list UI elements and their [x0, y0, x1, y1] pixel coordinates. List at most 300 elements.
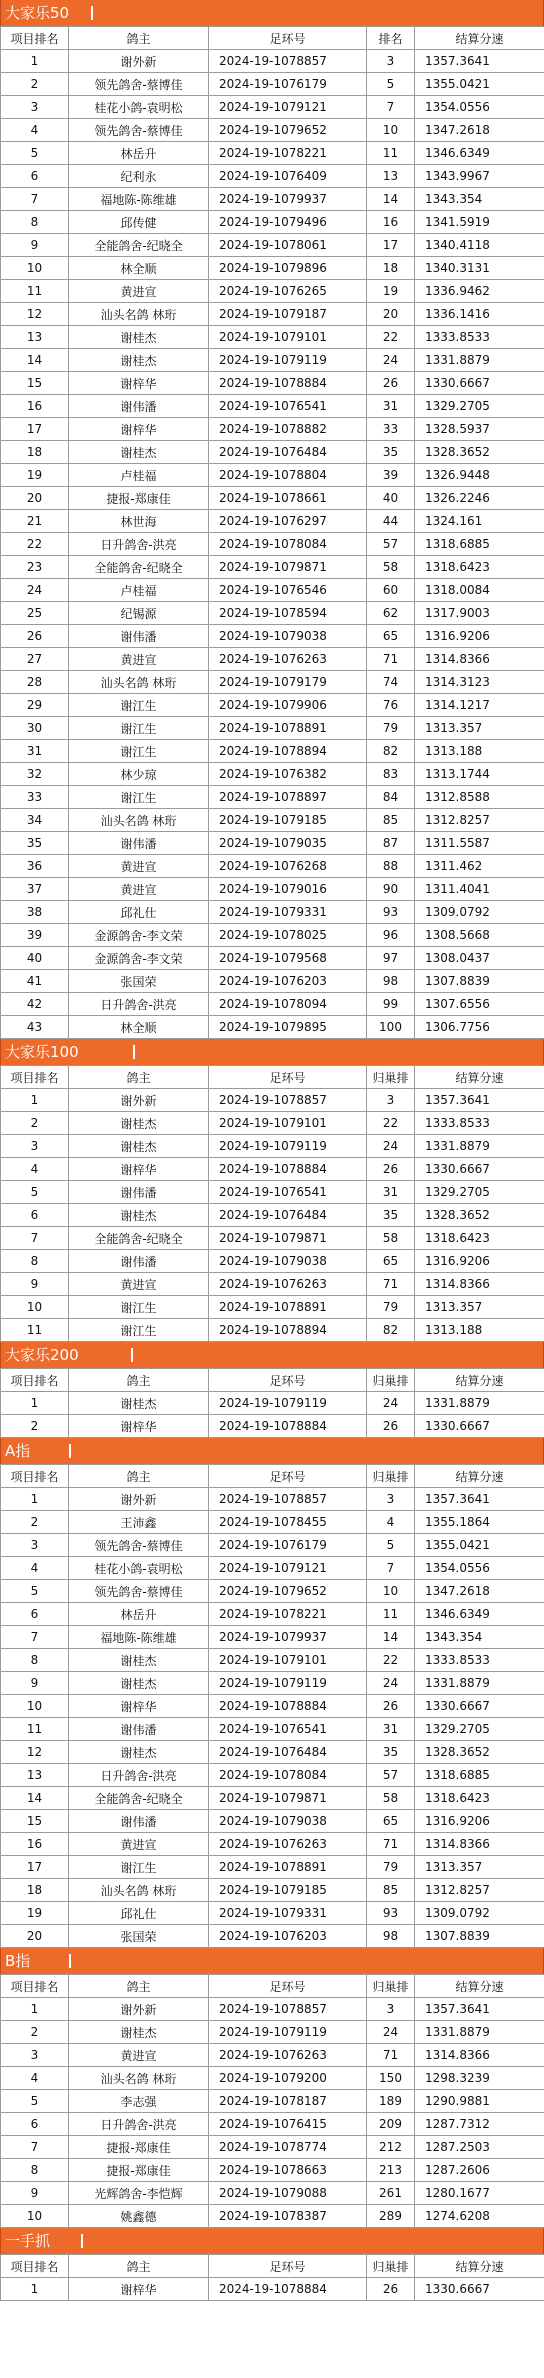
cell-speed: 1314.8366: [415, 2044, 544, 2067]
cell-speed: 1309.0792: [415, 901, 544, 924]
cell-rank: 9: [1, 2182, 69, 2205]
results-table: [0, 2254, 544, 2301]
cell-rank: 5: [1, 1580, 69, 1603]
cell-return-order: 82: [367, 1319, 415, 1342]
cell-rank: 3: [1, 96, 69, 119]
cell-return-order: 57: [367, 1764, 415, 1787]
cell-ring-number: 2024-19-1078884: [209, 372, 367, 395]
cell-rank: 8: [1, 1250, 69, 1273]
cell-ring-number: 2024-19-1079119: [209, 1672, 367, 1695]
header-ring: 足环号: [209, 1369, 367, 1392]
cell-ring-number: 2024-19-1078061: [209, 234, 367, 257]
cell-return-order: 71: [367, 2044, 415, 2067]
table-row: [1, 418, 544, 441]
cell-return-order: 65: [367, 1250, 415, 1273]
header-rank: 项目排名: [1, 1066, 69, 1089]
header-rank: 项目排名: [1, 1369, 69, 1392]
cell-speed: 1330.6667: [415, 1695, 544, 1718]
cell-return-order: 209: [367, 2113, 415, 2136]
cell-ring-number: 2024-19-1078891: [209, 1856, 367, 1879]
cell-rank: 10: [1, 257, 69, 280]
cell-fancier: 邱礼仕: [69, 1902, 209, 1925]
cell-return-order: 79: [367, 1296, 415, 1319]
table-row: [1, 740, 544, 763]
table-row: [1, 625, 544, 648]
table-row: [1, 1718, 544, 1741]
cell-speed: 1316.9206: [415, 625, 544, 648]
cell-fancier: 黄进宣: [69, 855, 209, 878]
cell-rank: 2: [1, 73, 69, 96]
cell-ring-number: 2024-19-1076409: [209, 165, 367, 188]
cell-rank: 3: [1, 2044, 69, 2067]
cell-return-order: 31: [367, 395, 415, 418]
cell-speed: 1328.3652: [415, 1204, 544, 1227]
cell-rank: 4: [1, 2067, 69, 2090]
cell-return-order: 3: [367, 50, 415, 73]
cell-return-order: 20: [367, 303, 415, 326]
cell-speed: 1314.1217: [415, 694, 544, 717]
results-table: [0, 26, 544, 1039]
cell-fancier: 谢江生: [69, 694, 209, 717]
cell-speed: 1329.2705: [415, 395, 544, 418]
cell-rank: 29: [1, 694, 69, 717]
cell-fancier: 全能鸽舍-纪晓全: [69, 234, 209, 257]
cell-rank: 12: [1, 303, 69, 326]
cell-speed: 1330.6667: [415, 1415, 544, 1438]
cell-speed: 1326.9448: [415, 464, 544, 487]
cell-speed: 1330.6667: [415, 372, 544, 395]
cell-ring-number: 2024-19-1076203: [209, 1925, 367, 1948]
header-speed: 结算分速: [415, 1066, 544, 1089]
cell-speed: 1357.3641: [415, 1488, 544, 1511]
header-speed: 结算分速: [415, 1975, 544, 1998]
cell-return-order: 14: [367, 188, 415, 211]
cell-speed: 1333.8533: [415, 1649, 544, 1672]
cell-fancier: 谢桂杰: [69, 1672, 209, 1695]
cell-speed: 1287.7312: [415, 2113, 544, 2136]
table-row: [1, 717, 544, 740]
cell-speed: 1328.3652: [415, 441, 544, 464]
cell-fancier: 黄进宣: [69, 280, 209, 303]
table-row: [1, 349, 544, 372]
cell-fancier: 张国荣: [69, 1925, 209, 1948]
cell-ring-number: 2024-19-1079652: [209, 1580, 367, 1603]
cell-rank: 43: [1, 1016, 69, 1039]
cell-speed: 1311.5587: [415, 832, 544, 855]
cell-speed: 1357.3641: [415, 1089, 544, 1112]
cell-speed: 1330.6667: [415, 2278, 544, 2301]
cell-speed: 1333.8533: [415, 1112, 544, 1135]
cell-ring-number: 2024-19-1076263: [209, 648, 367, 671]
cell-fancier: 福地陈-陈维雄: [69, 188, 209, 211]
cell-rank: 1: [1, 1089, 69, 1112]
result-section: [0, 1342, 544, 1438]
section-title-text: B指: [5, 1952, 31, 1970]
cell-speed: 1313.1744: [415, 763, 544, 786]
cell-ring-number: 2024-19-1079652: [209, 119, 367, 142]
title-divider: [133, 1045, 135, 1059]
cell-ring-number: 2024-19-1079187: [209, 303, 367, 326]
cell-ring-number: 2024-19-1078857: [209, 1089, 367, 1112]
cell-speed: 1357.3641: [415, 1998, 544, 2021]
cell-fancier: 谢梓华: [69, 418, 209, 441]
cell-fancier: 谢江生: [69, 1319, 209, 1342]
header-name: 鸽主: [69, 1066, 209, 1089]
table-body: [1, 1392, 544, 1438]
cell-rank: 3: [1, 1135, 69, 1158]
cell-ring-number: 2024-19-1078884: [209, 1415, 367, 1438]
cell-ring-number: 2024-19-1076484: [209, 1741, 367, 1764]
header-order: 归巢排: [367, 2255, 415, 2278]
cell-ring-number: 2024-19-1076179: [209, 73, 367, 96]
cell-speed: 1329.2705: [415, 1181, 544, 1204]
table-row: [1, 441, 544, 464]
table-row: [1, 1557, 544, 1580]
cell-fancier: 邱传健: [69, 211, 209, 234]
table-row: [1, 763, 544, 786]
cell-rank: 2: [1, 1415, 69, 1438]
cell-speed: 1313.357: [415, 717, 544, 740]
header-rank: 项目排名: [1, 1975, 69, 1998]
cell-speed: 1324.161: [415, 510, 544, 533]
cell-rank: 19: [1, 464, 69, 487]
cell-ring-number: 2024-19-1079016: [209, 878, 367, 901]
cell-fancier: 谢桂杰: [69, 1112, 209, 1135]
table-row: [1, 602, 544, 625]
cell-fancier: 日升鸽舍-洪亮: [69, 533, 209, 556]
table-body: [1, 1089, 544, 1342]
cell-ring-number: 2024-19-1078891: [209, 717, 367, 740]
cell-ring-number: 2024-19-1079119: [209, 1135, 367, 1158]
cell-ring-number: 2024-19-1078857: [209, 1998, 367, 2021]
cell-ring-number: 2024-19-1076268: [209, 855, 367, 878]
cell-speed: 1331.8879: [415, 2021, 544, 2044]
table-row: [1, 73, 544, 96]
cell-fancier: 黄进宣: [69, 1833, 209, 1856]
header-name: 鸽主: [69, 2255, 209, 2278]
cell-fancier: 谢梓华: [69, 1415, 209, 1438]
cell-rank: 7: [1, 1626, 69, 1649]
cell-rank: 8: [1, 2159, 69, 2182]
cell-rank: 17: [1, 1856, 69, 1879]
cell-return-order: 35: [367, 441, 415, 464]
cell-speed: 1355.1864: [415, 1511, 544, 1534]
cell-rank: 4: [1, 1158, 69, 1181]
cell-fancier: 黄进宣: [69, 1273, 209, 1296]
cell-rank: 7: [1, 188, 69, 211]
cell-ring-number: 2024-19-1076179: [209, 1534, 367, 1557]
cell-fancier: 全能鸽舍-纪晓全: [69, 556, 209, 579]
cell-fancier: 谢梓华: [69, 372, 209, 395]
cell-rank: 18: [1, 1879, 69, 1902]
cell-fancier: 日升鸽舍-洪亮: [69, 2113, 209, 2136]
cell-ring-number: 2024-19-1078884: [209, 2278, 367, 2301]
table-row: [1, 1741, 544, 1764]
cell-rank: 6: [1, 1204, 69, 1227]
cell-speed: 1314.8366: [415, 648, 544, 671]
cell-ring-number: 2024-19-1078894: [209, 1319, 367, 1342]
table-row: [1, 1787, 544, 1810]
header-speed: 结算分速: [415, 1369, 544, 1392]
cell-ring-number: 2024-19-1079088: [209, 2182, 367, 2205]
cell-rank: 6: [1, 1603, 69, 1626]
cell-fancier: 谢伟潘: [69, 1718, 209, 1741]
header-rank: 项目排名: [1, 27, 69, 50]
cell-ring-number: 2024-19-1078891: [209, 1296, 367, 1319]
section-title: [0, 1342, 544, 1368]
header-speed: 结算分速: [415, 1465, 544, 1488]
cell-rank: 9: [1, 234, 69, 257]
cell-fancier: 全能鸽舍-纪晓全: [69, 1787, 209, 1810]
cell-ring-number: 2024-19-1078221: [209, 1603, 367, 1626]
cell-return-order: 33: [367, 418, 415, 441]
cell-return-order: 10: [367, 1580, 415, 1603]
cell-speed: 1354.0556: [415, 1557, 544, 1580]
title-divider: [69, 1444, 71, 1458]
cell-fancier: 谢桂杰: [69, 1135, 209, 1158]
cell-speed: 1331.8879: [415, 1135, 544, 1158]
cell-return-order: 87: [367, 832, 415, 855]
cell-ring-number: 2024-19-1078387: [209, 2205, 367, 2228]
cell-speed: 1280.1677: [415, 2182, 544, 2205]
cell-fancier: 卢桂福: [69, 579, 209, 602]
cell-rank: 34: [1, 809, 69, 832]
cell-rank: 31: [1, 740, 69, 763]
cell-fancier: 日升鸽舍-洪亮: [69, 993, 209, 1016]
cell-ring-number: 2024-19-1078084: [209, 1764, 367, 1787]
cell-ring-number: 2024-19-1076541: [209, 395, 367, 418]
cell-ring-number: 2024-19-1076541: [209, 1181, 367, 1204]
cell-fancier: 谢桂杰: [69, 2021, 209, 2044]
cell-speed: 1308.5668: [415, 924, 544, 947]
table-row: [1, 878, 544, 901]
table-row: [1, 1672, 544, 1695]
header-name: 鸽主: [69, 1975, 209, 1998]
cell-return-order: 58: [367, 1227, 415, 1250]
cell-fancier: 谢伟潘: [69, 395, 209, 418]
cell-return-order: 17: [367, 234, 415, 257]
table-row: [1, 2090, 544, 2113]
cell-rank: 14: [1, 349, 69, 372]
cell-rank: 32: [1, 763, 69, 786]
table-row: [1, 1415, 544, 1438]
header-order: 归巢排: [367, 1975, 415, 1998]
cell-rank: 4: [1, 1557, 69, 1580]
cell-ring-number: 2024-19-1076484: [209, 441, 367, 464]
table-row: [1, 2205, 544, 2228]
cell-rank: 1: [1, 2278, 69, 2301]
cell-speed: 1330.6667: [415, 1158, 544, 1181]
cell-speed: 1313.357: [415, 1856, 544, 1879]
cell-fancier: 黄进宣: [69, 648, 209, 671]
cell-rank: 42: [1, 993, 69, 1016]
table-row: [1, 234, 544, 257]
table-row: [1, 1649, 544, 1672]
cell-speed: 1313.188: [415, 1319, 544, 1342]
cell-return-order: 4: [367, 1511, 415, 1534]
cell-speed: 1331.8879: [415, 349, 544, 372]
cell-speed: 1346.6349: [415, 1603, 544, 1626]
cell-rank: 18: [1, 441, 69, 464]
cell-ring-number: 2024-19-1078882: [209, 418, 367, 441]
cell-return-order: 3: [367, 1089, 415, 1112]
header-speed: 结算分速: [415, 2255, 544, 2278]
cell-return-order: 82: [367, 740, 415, 763]
cell-fancier: 谢桂杰: [69, 441, 209, 464]
table-row: [1, 786, 544, 809]
table-row: [1, 257, 544, 280]
table-row: [1, 2159, 544, 2182]
cell-rank: 10: [1, 2205, 69, 2228]
table-row: [1, 901, 544, 924]
table-body: [1, 50, 544, 1039]
cell-speed: 1343.9967: [415, 165, 544, 188]
cell-ring-number: 2024-19-1079101: [209, 1649, 367, 1672]
cell-rank: 8: [1, 211, 69, 234]
table-header-row: [1, 1369, 544, 1392]
cell-return-order: 79: [367, 717, 415, 740]
cell-ring-number: 2024-19-1076541: [209, 1718, 367, 1741]
table-row: [1, 556, 544, 579]
cell-rank: 1: [1, 50, 69, 73]
table-body: [1, 1488, 544, 1948]
cell-return-order: 35: [367, 1204, 415, 1227]
table-row: [1, 1181, 544, 1204]
table-row: [1, 1534, 544, 1557]
cell-speed: 1308.0437: [415, 947, 544, 970]
cell-speed: 1355.0421: [415, 73, 544, 96]
cell-rank: 10: [1, 1695, 69, 1718]
cell-fancier: 林全顺: [69, 257, 209, 280]
cell-speed: 1318.6423: [415, 1227, 544, 1250]
cell-ring-number: 2024-19-1078663: [209, 2159, 367, 2182]
cell-speed: 1312.8257: [415, 809, 544, 832]
cell-return-order: 5: [367, 73, 415, 96]
cell-rank: 2: [1, 2021, 69, 2044]
cell-return-order: 24: [367, 1672, 415, 1695]
cell-speed: 1355.0421: [415, 1534, 544, 1557]
cell-fancier: 谢桂杰: [69, 1204, 209, 1227]
cell-rank: 1: [1, 1998, 69, 2021]
cell-ring-number: 2024-19-1079871: [209, 1787, 367, 1810]
cell-speed: 1307.6556: [415, 993, 544, 1016]
cell-ring-number: 2024-19-1079121: [209, 96, 367, 119]
cell-fancier: 汕头名鸽 林珩: [69, 1879, 209, 1902]
cell-fancier: 谢外新: [69, 1488, 209, 1511]
table-row: [1, 1135, 544, 1158]
cell-rank: 15: [1, 372, 69, 395]
cell-rank: 9: [1, 1273, 69, 1296]
table-row: [1, 464, 544, 487]
cell-return-order: 11: [367, 142, 415, 165]
cell-return-order: 97: [367, 947, 415, 970]
cell-fancier: 黄进宣: [69, 2044, 209, 2067]
header-name: 鸽主: [69, 1465, 209, 1488]
header-rank: 项目排名: [1, 2255, 69, 2278]
cell-fancier: 李志强: [69, 2090, 209, 2113]
cell-rank: 24: [1, 579, 69, 602]
cell-fancier: 谢伟潘: [69, 1810, 209, 1833]
cell-return-order: 71: [367, 1833, 415, 1856]
cell-ring-number: 2024-19-1079200: [209, 2067, 367, 2090]
cell-ring-number: 2024-19-1079937: [209, 1626, 367, 1649]
table-row: [1, 142, 544, 165]
cell-rank: 38: [1, 901, 69, 924]
title-divider: [69, 1954, 71, 1968]
cell-fancier: 谢梓华: [69, 1158, 209, 1181]
cell-fancier: 谢江生: [69, 1296, 209, 1319]
table-row: [1, 1016, 544, 1039]
cell-speed: 1318.6885: [415, 1764, 544, 1787]
cell-return-order: 14: [367, 1626, 415, 1649]
cell-fancier: 谢桂杰: [69, 1392, 209, 1415]
cell-rank: 35: [1, 832, 69, 855]
cell-return-order: 26: [367, 2278, 415, 2301]
cell-speed: 1346.6349: [415, 142, 544, 165]
cell-ring-number: 2024-19-1079038: [209, 1810, 367, 1833]
cell-return-order: 7: [367, 96, 415, 119]
cell-speed: 1340.3131: [415, 257, 544, 280]
cell-rank: 7: [1, 1227, 69, 1250]
header-ring: 足环号: [209, 2255, 367, 2278]
cell-speed: 1357.3641: [415, 50, 544, 73]
cell-return-order: 57: [367, 533, 415, 556]
cell-rank: 30: [1, 717, 69, 740]
table-row: [1, 924, 544, 947]
header-name: 鸽主: [69, 1369, 209, 1392]
cell-ring-number: 2024-19-1076263: [209, 1273, 367, 1296]
cell-return-order: 99: [367, 993, 415, 1016]
cell-return-order: 90: [367, 878, 415, 901]
table-row: [1, 694, 544, 717]
cell-speed: 1309.0792: [415, 1902, 544, 1925]
table-row: [1, 1204, 544, 1227]
cell-ring-number: 2024-19-1079121: [209, 1557, 367, 1580]
cell-return-order: 79: [367, 1856, 415, 1879]
cell-rank: 13: [1, 326, 69, 349]
cell-speed: 1274.6208: [415, 2205, 544, 2228]
cell-return-order: 10: [367, 119, 415, 142]
table-row: [1, 1925, 544, 1948]
table-row: [1, 993, 544, 1016]
cell-rank: 6: [1, 165, 69, 188]
cell-speed: 1298.3239: [415, 2067, 544, 2090]
cell-speed: 1307.8839: [415, 970, 544, 993]
cell-return-order: 65: [367, 1810, 415, 1833]
cell-fancier: 桂花小鸽-袁明松: [69, 96, 209, 119]
table-row: [1, 2182, 544, 2205]
cell-ring-number: 2024-19-1079185: [209, 809, 367, 832]
table-row: [1, 50, 544, 73]
header-ring: 足环号: [209, 1975, 367, 1998]
table-row: [1, 1158, 544, 1181]
cell-ring-number: 2024-19-1076297: [209, 510, 367, 533]
cell-speed: 1311.4041: [415, 878, 544, 901]
cell-ring-number: 2024-19-1079101: [209, 1112, 367, 1135]
cell-speed: 1336.9462: [415, 280, 544, 303]
cell-return-order: 3: [367, 1998, 415, 2021]
cell-return-order: 19: [367, 280, 415, 303]
results-table: [0, 1974, 544, 2228]
cell-return-order: 13: [367, 165, 415, 188]
table-header-row: [1, 27, 544, 50]
table-header-row: [1, 1066, 544, 1089]
result-section: [0, 0, 544, 1039]
table-row: [1, 970, 544, 993]
cell-return-order: 98: [367, 1925, 415, 1948]
cell-fancier: 纪利永: [69, 165, 209, 188]
cell-ring-number: 2024-19-1079568: [209, 947, 367, 970]
